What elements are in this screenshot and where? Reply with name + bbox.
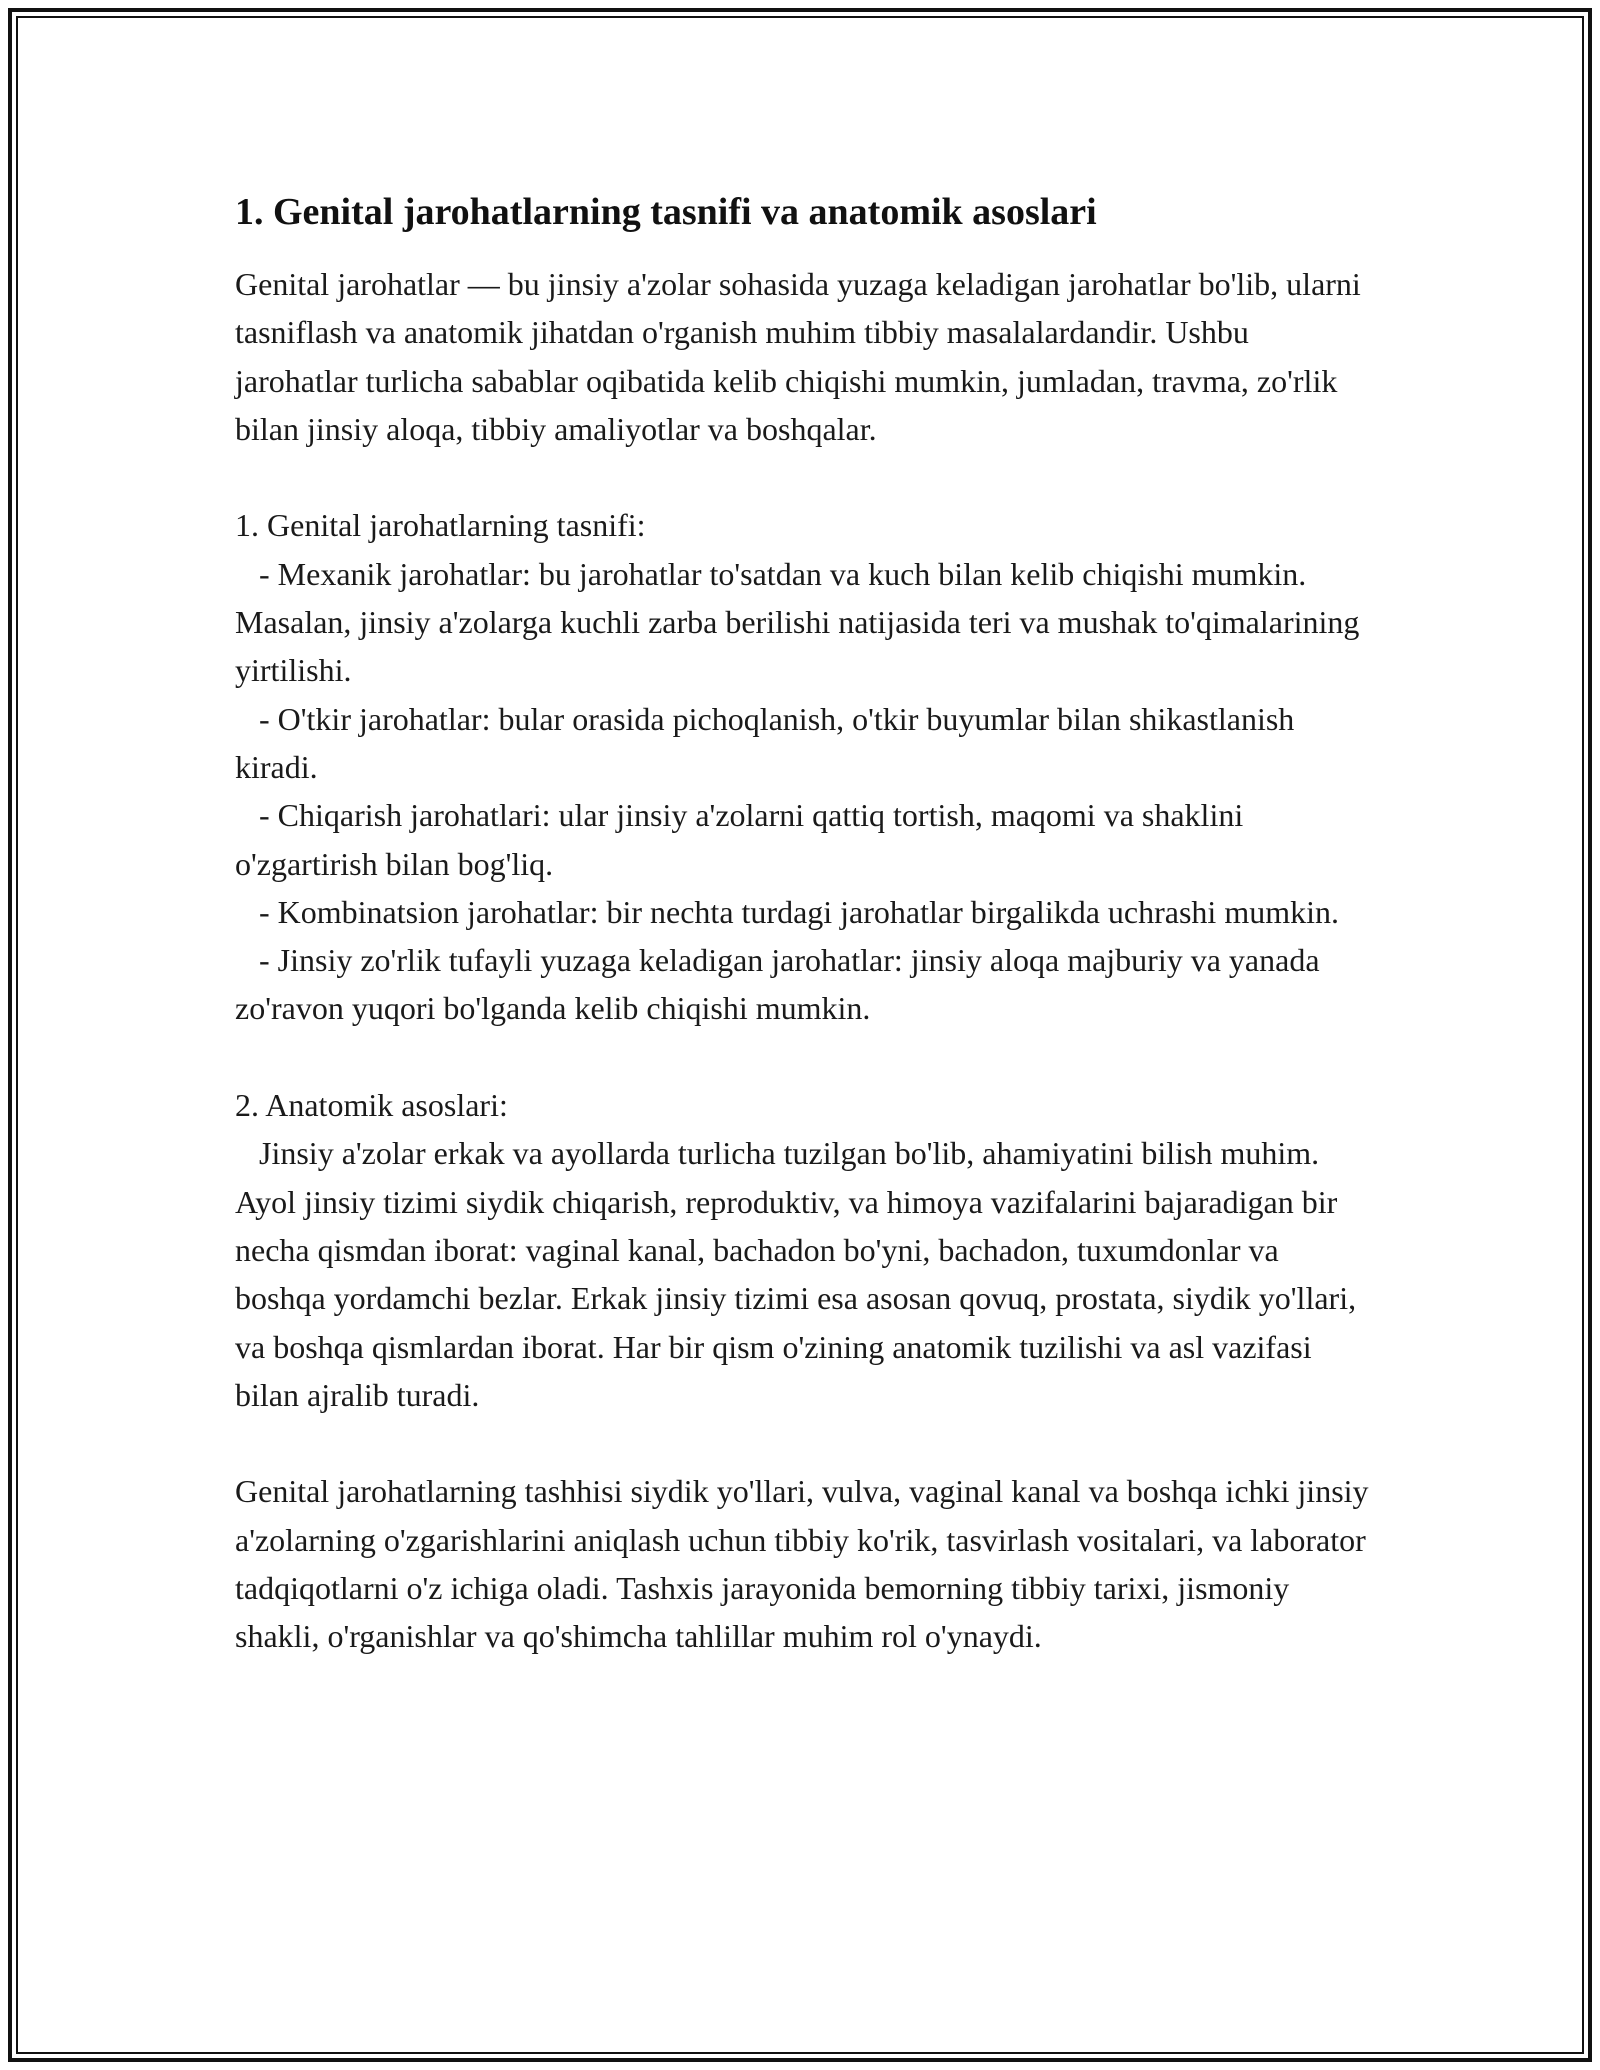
body-text: Genital jarohatlar — bu jinsiy a'zolar sohasida yuzaga keladigan jarohatlar bo'lib, ularni tasniflash va anatomik jihatdan o'rganish muhim tibbiy masalalardandir. Ushbu jarohatlar turlicha sabablar oqibatida kelib chiqishi mumkin, jumladan, travma, zo'rlik bilan jinsiy aloqa, tibbiy amaliyotlar va boshqalar. 1. Genital jarohatlarning tasnifi: - Mexanik jarohatlar: bu jarohatlar to'satdan va kuch bilan kelib chiqishi mumkin. Masalan, jinsiy a'zolarga kuchli zarba berilishi natijasida teri va mushak to'qimalarining yirtilishi. - O'tkir jarohatlar: bular orasida pichoqlanish, o'tkir buyumlar bilan shikastlanish kiradi. - Chiqarish jarohatlari: ular jinsiy a'zolarni qattiq tortish, maqomi va shaklini o'zgartirish bilan bog'liq. - Kombinatsion jarohatlar: bir nechta turdagi jarohatlar birgalikda uchrashi mumkin. - Jinsiy zo'rlik tufayli yuzaga keladigan jarohatlar: jinsiy aloqa majburiy va yanada zo'ravon yuqori bo'lganda kelib chiqishi mumkin. 2. Anatomik asoslari: Jinsiy a'zolar erkak va ayollarda turlicha tuzilgan bo'lib, ahamiyatini bilish muhim. Ayol jinsiy tizimi siydik chiqarish, reproduktiv, va himoya vazifalarini bajaradigan bir necha qismdan iborat: vaginal kanal, bachadon bo'yni, bachadon, tuxumdonlar va boshqa yordamchi bezlar. Erkak jinsiy tizimi esa asosan qovuq, prostata, siydik yo'llari, va boshqa qismlardan iborat. Har bir qism o'zining anatomik tuzilishi va asl vazifasi bilan ajralib turadi. Genital jarohatlarning tashhisi siydik yo'llari, vulva, vaginal kanal va boshqa ichki jinsiy a'zolarning o'zgarishlarini aniqlash uchun tibbiy ko'rik, tasvirlash vositalari, va laborator tadqiqotlarni o'z ichiga oladi. Tashxis jarayonida bemorning tibbiy tarixi, jismoniy shakli, o'rganishlar va qo'shimcha tahlillar muhim rol o'ynaydi.	[235, 266, 1369, 1655]
section-heading: 1. Genital jarohatlarning tasnifi va anatomik asoslari	[235, 191, 1097, 233]
document-content	[235, 188, 1375, 1661]
